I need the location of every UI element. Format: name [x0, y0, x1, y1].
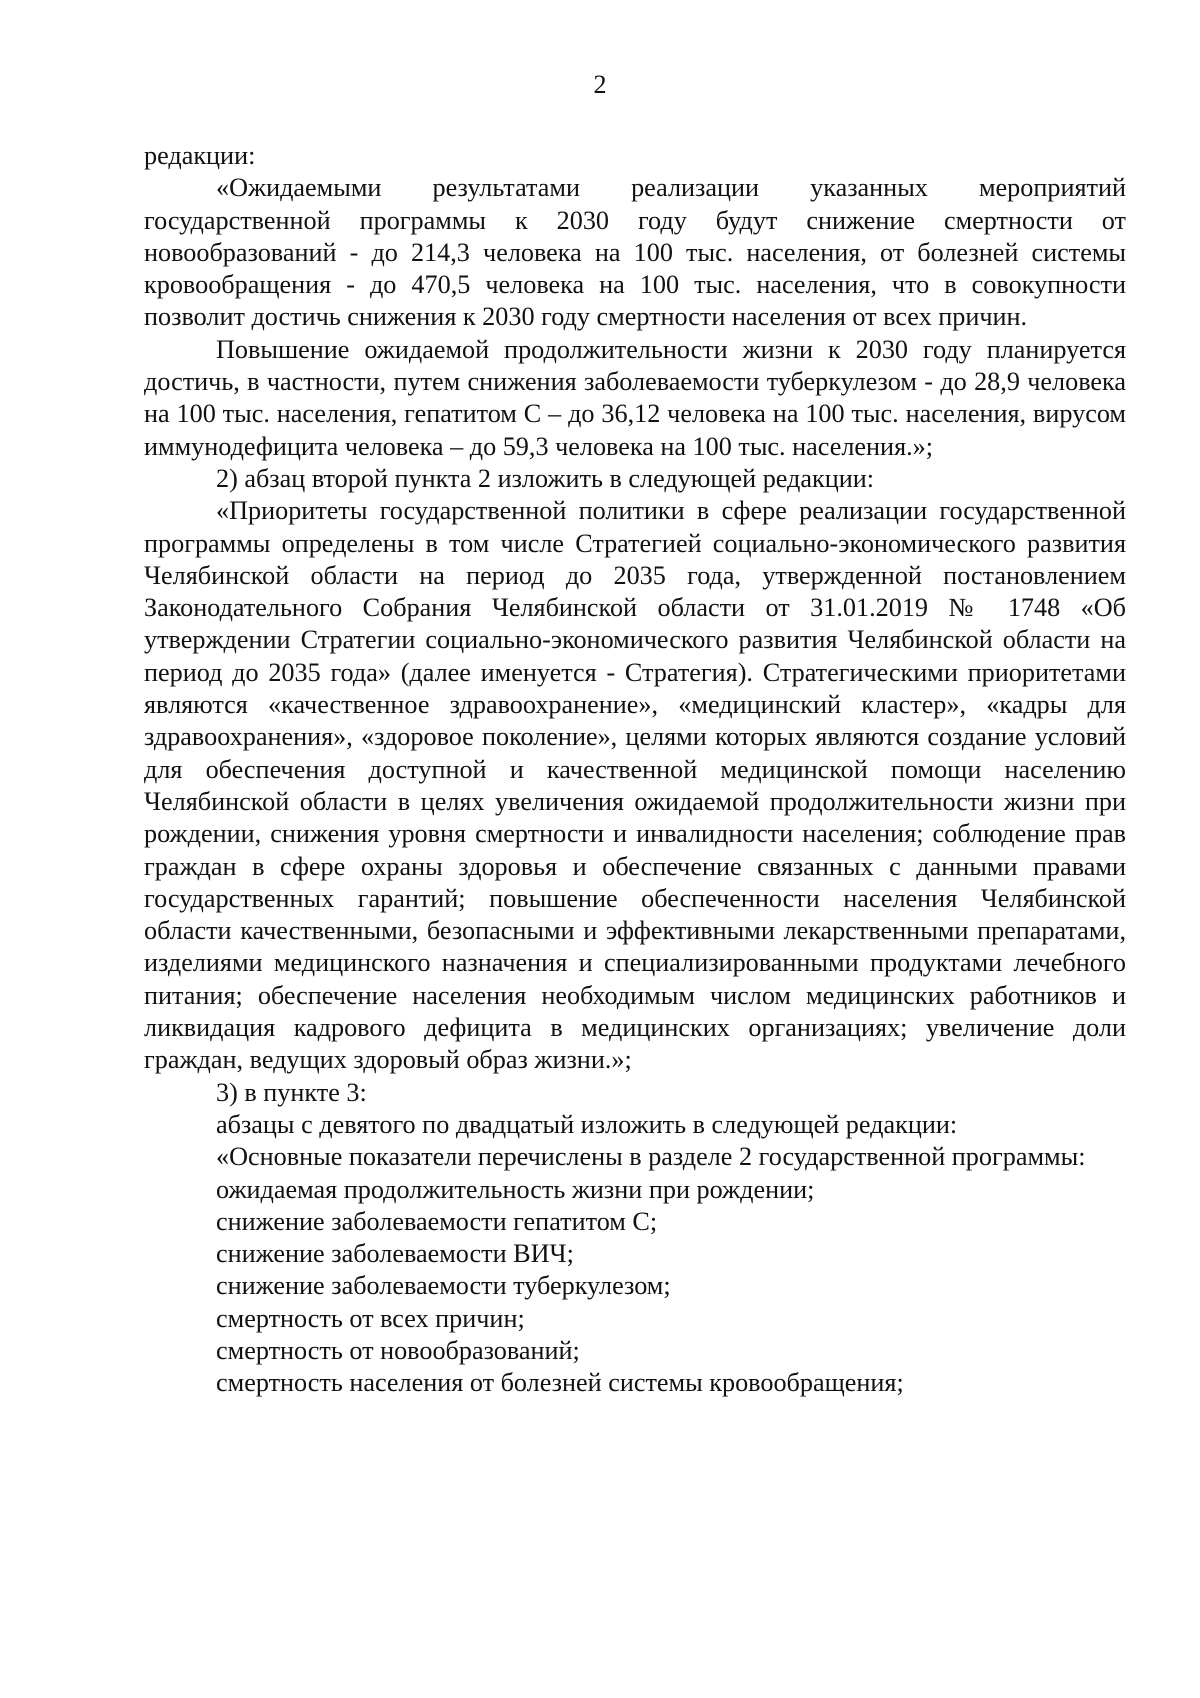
document-body [144, 140, 1126, 1400]
paragraph-abzacy: абзацы с девятого по двадцатый изложить в следующей редакции: [216, 1109, 958, 1139]
page-number: 2 [593, 70, 607, 99]
indicator-item: смертность от всех причин; [216, 1303, 525, 1333]
paragraph-priorities: «Приоритеты государственной политики в сфере реализации государственной программы определены в том числе Стратегией социально-экономического развития Челябинской области на период до 2035 года, утвержденной постановлением Законодательного Собрания Челябинской области от 31.01.2019 № 1748 «Об утверждении Стратегии социально-экономического развития Челябинской области на период до 2035 года» (далее именуется - Стратегия). Стратегическими приоритетами являются «качественное здравоохранение», «медицинский кластер», «кадры для здравоохранения», «здоровое поколение», целями которых являются создание условий для обеспечения доступной и качественной медицинской помощи населению Челябинской области в целях увеличения ожидаемой продолжительности жизни при рождении, снижения уровня смертности и инвалидности населения; соблюдение прав граждан в сфере охраны здоровья и обеспечение связанных с данными правами государственных гарантий; повышение обеспеченности населения Челябинской области качественными, безопасными и эффективными лекарственными препаратами, изделиями медицинского назначения и специализированными продуктами лечебного питания; обеспечение населения необходимым числом медицинских работников и ликвидация кадрового дефицита в медицинских организациях; увеличение доли граждан, ведущих здоровый образ жизни.»; [144, 496, 1126, 1075]
paragraph-main-indicators: «Основные показатели перечислены в разделе 2 государственной программы: [216, 1142, 1086, 1172]
indicator-item: снижение заболеваемости гепатитом С; [216, 1206, 658, 1236]
indicator-item: смертность населения от болезней системы кровообращения; [216, 1368, 904, 1398]
indicator-item: смертность от новообразований; [216, 1335, 580, 1365]
indicator-item: ожидаемая продолжительность жизни при рождении; [216, 1174, 815, 1204]
indicator-item: снижение заболеваемости туберкулезом; [216, 1271, 671, 1301]
paragraph-amendment-3: 3) в пункте 3: [216, 1077, 367, 1107]
indicator-item: снижение заболеваемости ВИЧ; [216, 1239, 574, 1269]
paragraph-life-expectancy: Повышение ожидаемой продолжительности жизни к 2030 году планируется достичь, в частности, путем снижения заболеваемости туберкулезом - до 28,9 человека на 100 тыс. населения, гепатитом С – до 36,12 человека на 100 тыс. населения, вирусом иммунодефицита человека – до 59,3 человека на 100 тыс. населения.»; [144, 334, 1126, 461]
paragraph-amendment-2: 2) абзац второй пункта 2 изложить в следующей редакции: [216, 463, 875, 493]
paragraph-expected-results: «Ожидаемыми результатами реализации указанных мероприятий государственной программы к 2030 году будут снижение смертности от новообразований - до 214,3 человека на 100 тыс. населения, от болезней системы кровообращения - до 470,5 человека на 100 тыс. населения, что в совокупности позволит достичь снижения к 2030 году смертности населения от всех причин. [144, 173, 1126, 332]
paragraph-continuation: редакции: [144, 141, 256, 170]
